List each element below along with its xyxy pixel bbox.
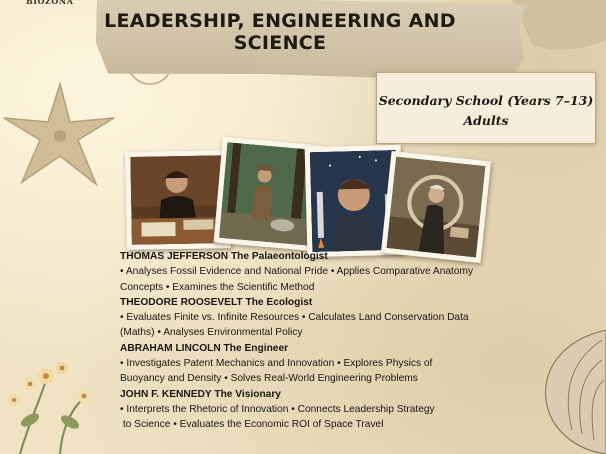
section-line: Buoyancy and Density • Solves Real-World Engineering Problems (120, 373, 418, 385)
section-line: • Interprets the Rhetoric of Innovation • Connects Leadership Strategy (120, 403, 435, 415)
section-line: to Science • Evaluates the Economic ROI of Space Travel (120, 419, 384, 431)
programme-details (120, 249, 550, 433)
section-heading-lincoln: ABRAHAM LINCOLN The Engineer (120, 342, 289, 354)
section-line: (Maths) • Analyses Environmental Policy (120, 327, 303, 339)
audience-line-2: Adults (463, 113, 509, 128)
section-heading-jefferson: THOMAS JEFFERSON The Palaeontologist (120, 251, 328, 262)
section-line: • Evaluates Finite vs. Infinite Resources • Calculates Land Conservation Data (120, 312, 469, 324)
section-line: • Investigates Patent Mechanics and Innovation • Explores Physics of (120, 358, 433, 370)
section-line: • Analyses Fossil Evidence and National Pride • Applies Comparative Anatomy (120, 266, 474, 278)
portrait-photo-palaeontologist (381, 151, 491, 263)
section-heading-roosevelt: THEODORE ROOSEVELT The Ecologist (120, 296, 313, 308)
starfish-decoration (0, 78, 118, 190)
flowers-decoration (0, 340, 110, 454)
audience-line-1: Secondary School (Years 7–13) (378, 93, 594, 108)
section-line: Concepts • Examines the Scientific Method (120, 281, 315, 293)
audience-card (376, 72, 596, 144)
logo-text: BIOZONA (26, 0, 74, 6)
page-title: LEADERSHIP, ENGINEERING AND SCIENCE (104, 10, 456, 54)
section-heading-kennedy: JOHN F. KENNEDY The Visionary (120, 388, 281, 400)
parchment-decoration (512, 0, 606, 54)
